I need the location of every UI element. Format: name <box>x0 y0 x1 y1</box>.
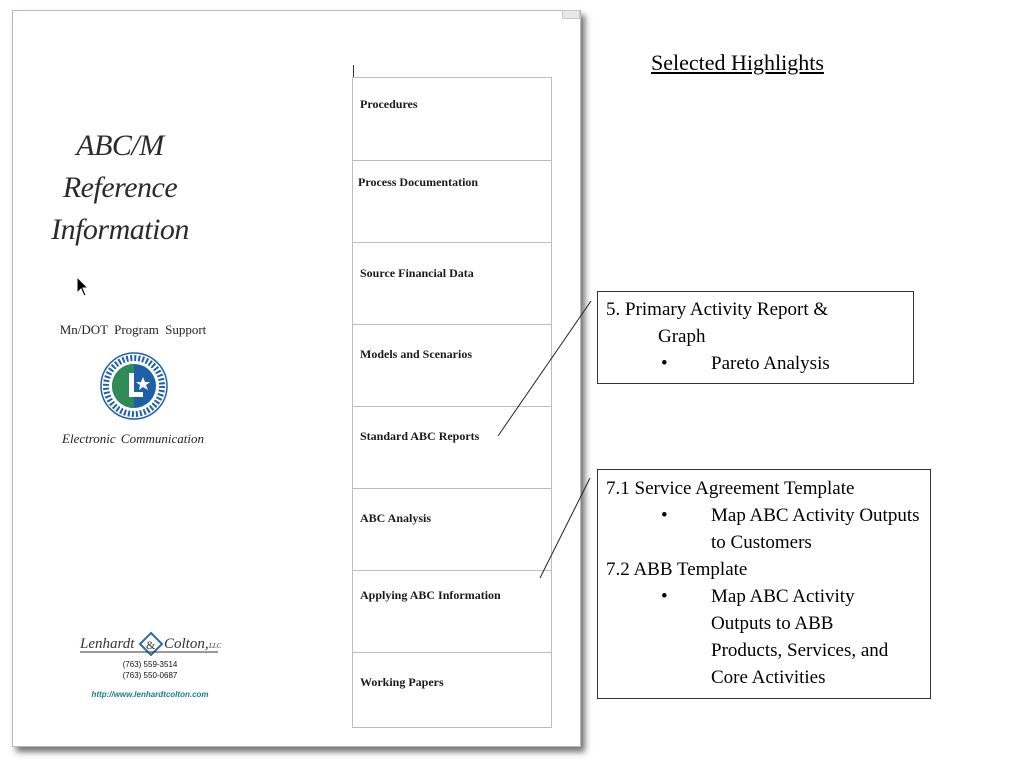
callout-2-bullet-1-text: Map ABC Activity Outputs to Customers <box>711 505 920 553</box>
svg-text:Lenhardt: Lenhardt <box>80 636 135 652</box>
callout-1-heading: 5. Primary Activity Report & <box>606 299 829 320</box>
svg-text:Colton,: Colton, <box>164 636 209 652</box>
callout-2-item-2: 7.2 ABB Template <box>606 559 748 580</box>
callout-1-bullet-item <box>606 350 905 377</box>
callout-2-bullet-2-text: Map ABC Activity Outputs to ABB Products, Services, and Core Activities <box>711 586 889 688</box>
tab-process-documentation[interactable]: Process Documentation <box>353 160 551 242</box>
callout-2-item-1: 7.1 Service Agreement Template <box>606 478 855 499</box>
highlights-title: Selected Highlights <box>651 50 824 75</box>
tab-source-financial-data[interactable]: Source Financial Data <box>353 242 551 324</box>
phone-2: (763) 550-0687 <box>122 671 178 680</box>
svg-text:LLC: LLC <box>209 642 222 650</box>
svg-text:&: & <box>146 638 156 652</box>
tab-abc-analysis[interactable]: ABC Analysis <box>353 488 551 570</box>
pointer-cursor-icon <box>76 276 90 298</box>
title-line-3: Information <box>51 213 189 246</box>
bullet-icon: • <box>661 505 668 526</box>
company-url[interactable]: http://www.lenhardtcolton.com <box>91 690 209 699</box>
phone-1: (763) 559-3514 <box>122 660 178 669</box>
tab-models-scenarios[interactable]: Models and Scenarios <box>353 324 551 406</box>
document-title <box>32 125 208 251</box>
tab-applying-abc-information[interactable]: Applying ABC Information <box>353 570 551 652</box>
scroll-corner <box>562 10 580 19</box>
program-label: Mn/DOT Program Support <box>59 322 207 337</box>
callout-primary-activity <box>597 291 914 384</box>
title-line-1: ABC/M <box>76 129 164 162</box>
callout-2-bullet-1 <box>606 502 921 556</box>
communication-label: Electronic Communication <box>62 431 204 446</box>
tab-marker <box>353 65 354 77</box>
callout-2-bullet-2 <box>606 583 896 691</box>
bullet-icon: • <box>661 586 668 607</box>
tab-working-papers[interactable]: Working Papers <box>353 652 551 728</box>
lenhardt-colton-logo <box>78 629 224 659</box>
title-line-2: Reference <box>62 171 178 204</box>
callout-1-bullet-text: Pareto Analysis <box>711 353 830 374</box>
company-phones <box>80 659 220 681</box>
callout-templates <box>597 469 931 699</box>
tab-procedures[interactable]: Procedures <box>360 97 418 111</box>
section-tabs <box>352 77 552 728</box>
bullet-icon: • <box>661 353 668 374</box>
callout-1-heading-cont: Graph <box>658 326 706 347</box>
tab-standard-abc-reports[interactable]: Standard ABC Reports <box>353 406 551 488</box>
mndot-seal-icon <box>99 351 169 421</box>
